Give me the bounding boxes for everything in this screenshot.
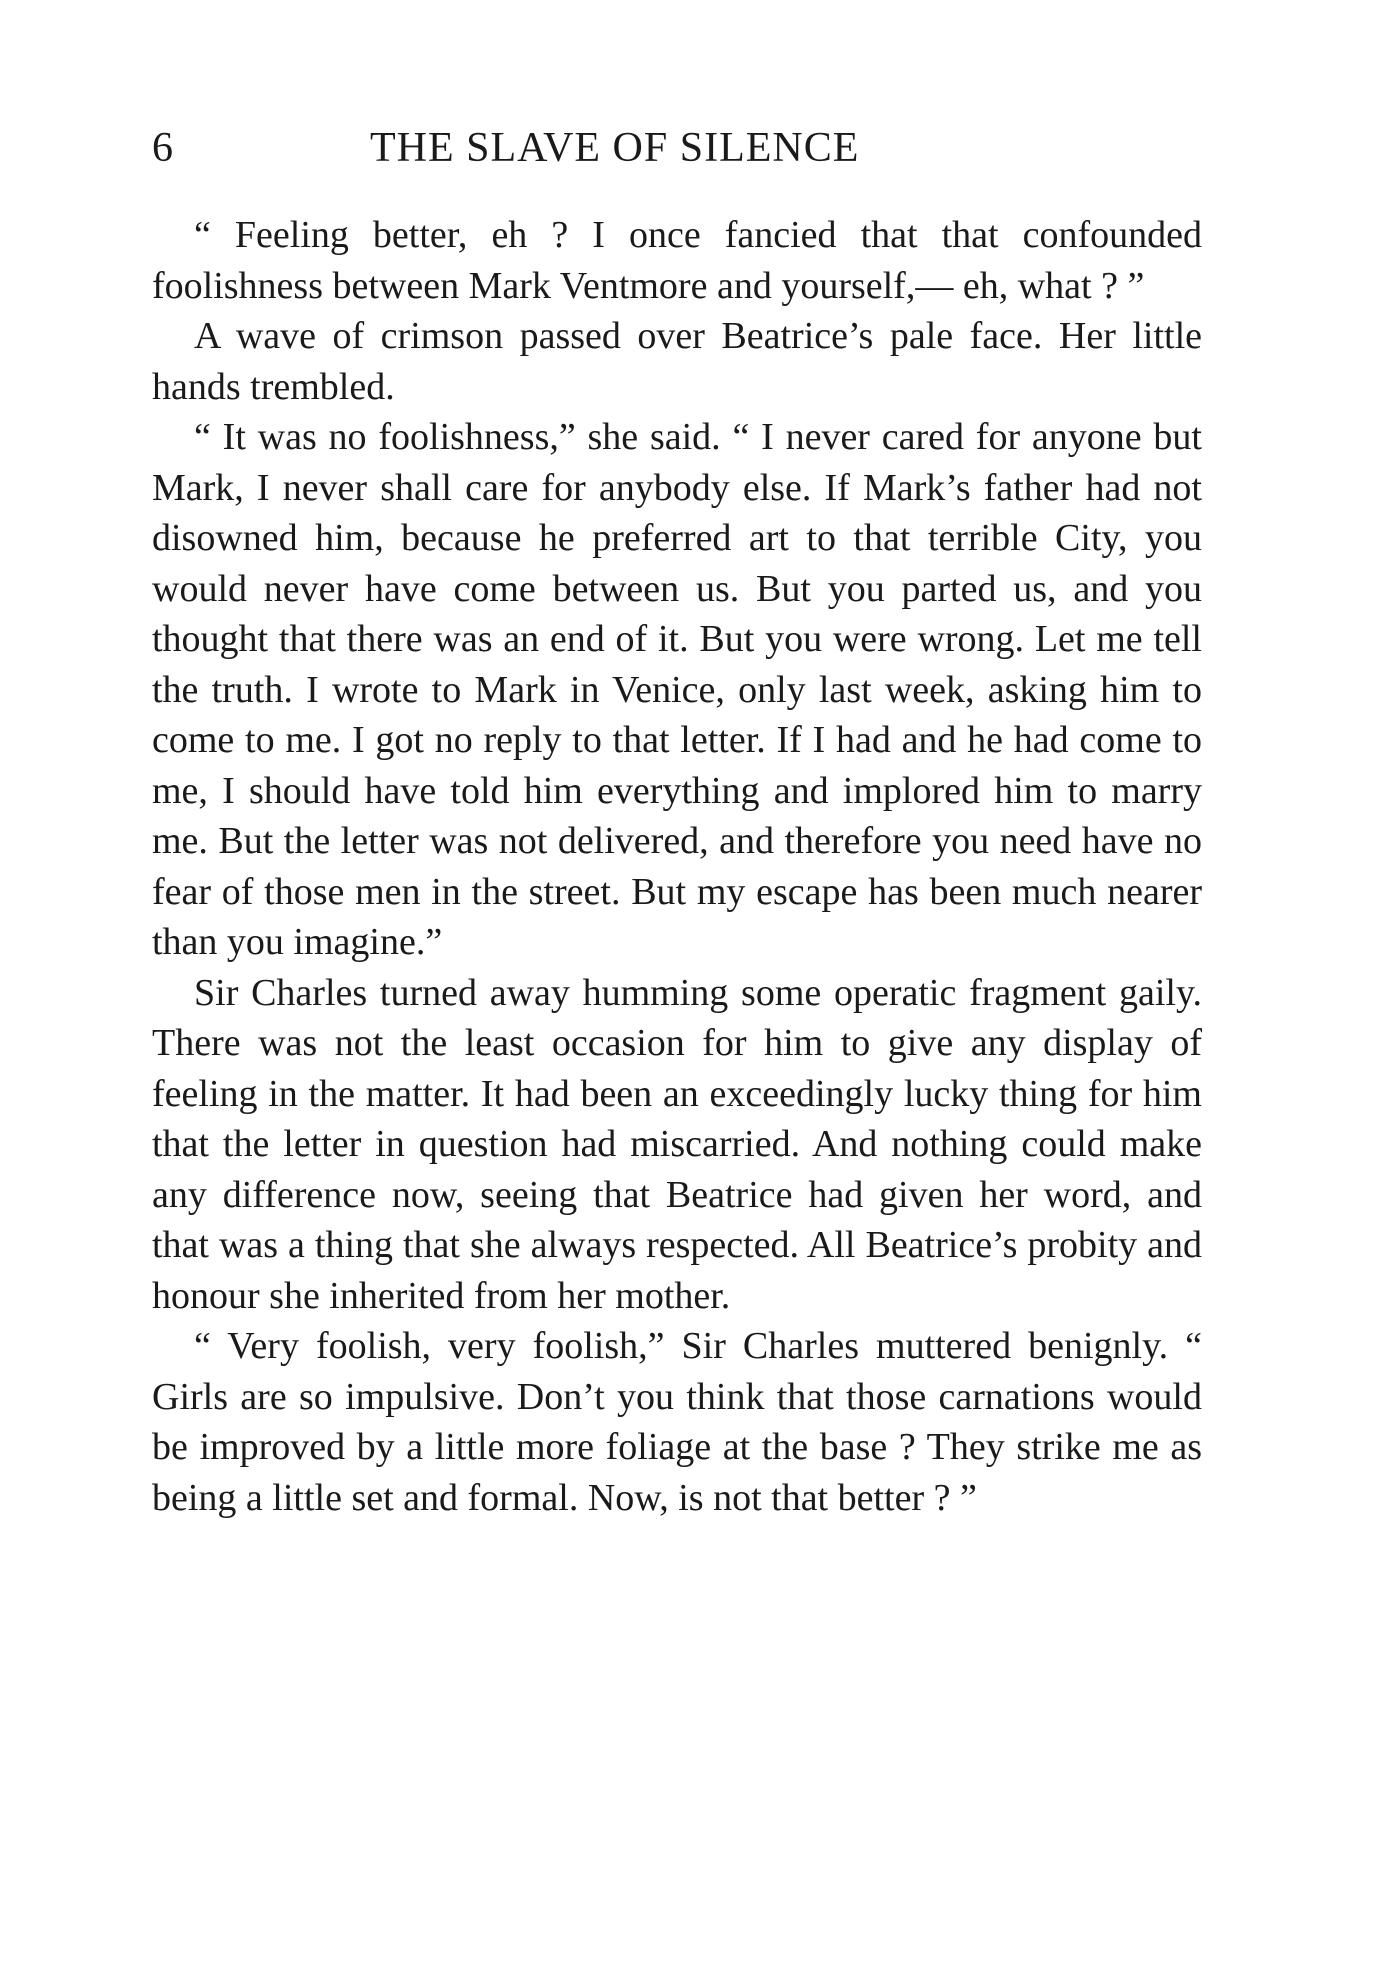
- body-text: [152, 210, 1202, 1523]
- paragraph: “ Feeling better, eh ? I once fancied that that confounded foolishness between Mark Ventmore and yourself,— eh, what ? ”: [152, 214, 1202, 307]
- paragraph: A wave of crimson passed over Beatrice’s pale face. Her little hands trembled.: [152, 315, 1202, 408]
- paragraph: “ Very foolish, very foolish,” Sir Charles muttered benignly. “ Girls are so impulsive. Don’t you think that those carnations would be improved by a little more foliage at the base ? They strike me as being a little set and formal. Now, is not that better ? ”: [152, 1325, 1202, 1519]
- page-header: [152, 118, 1202, 178]
- paragraph: “ It was no foolishness,” she said. “ I never cared for anyone but Mark, I never shall care for anybody else. If Mark’s father had not disowned him, because he preferred art to that terrible City, you would never have come between us. But you parted us, and you thought that there was an end of it. But you were wrong. Let me tell the truth. I wrote to Mark in Venice, only last week, asking him to come to me. I got no reply to that letter. If I had and he had come to me, I should have told him everything and implored him to marry me. But the letter was not delivered, and therefore you need have no fear of those men in the street. But my escape has been much nearer than you imagine.”: [152, 416, 1202, 963]
- page-number: 6: [152, 125, 173, 171]
- running-head: THE SLAVE OF SILENCE: [370, 125, 860, 171]
- paragraph: Sir Charles turned away humming some operatic fragment gaily. There was not the least occasion for him to give any display of feeling in the matter. It had been an exceedingly lucky thing for him that the letter in question had miscarried. And nothing could make any difference now, seeing that Beatrice had given her word, and that was a thing that she always respected. All Beatrice’s probity and honour she inherited from her mother.: [152, 971, 1202, 1317]
